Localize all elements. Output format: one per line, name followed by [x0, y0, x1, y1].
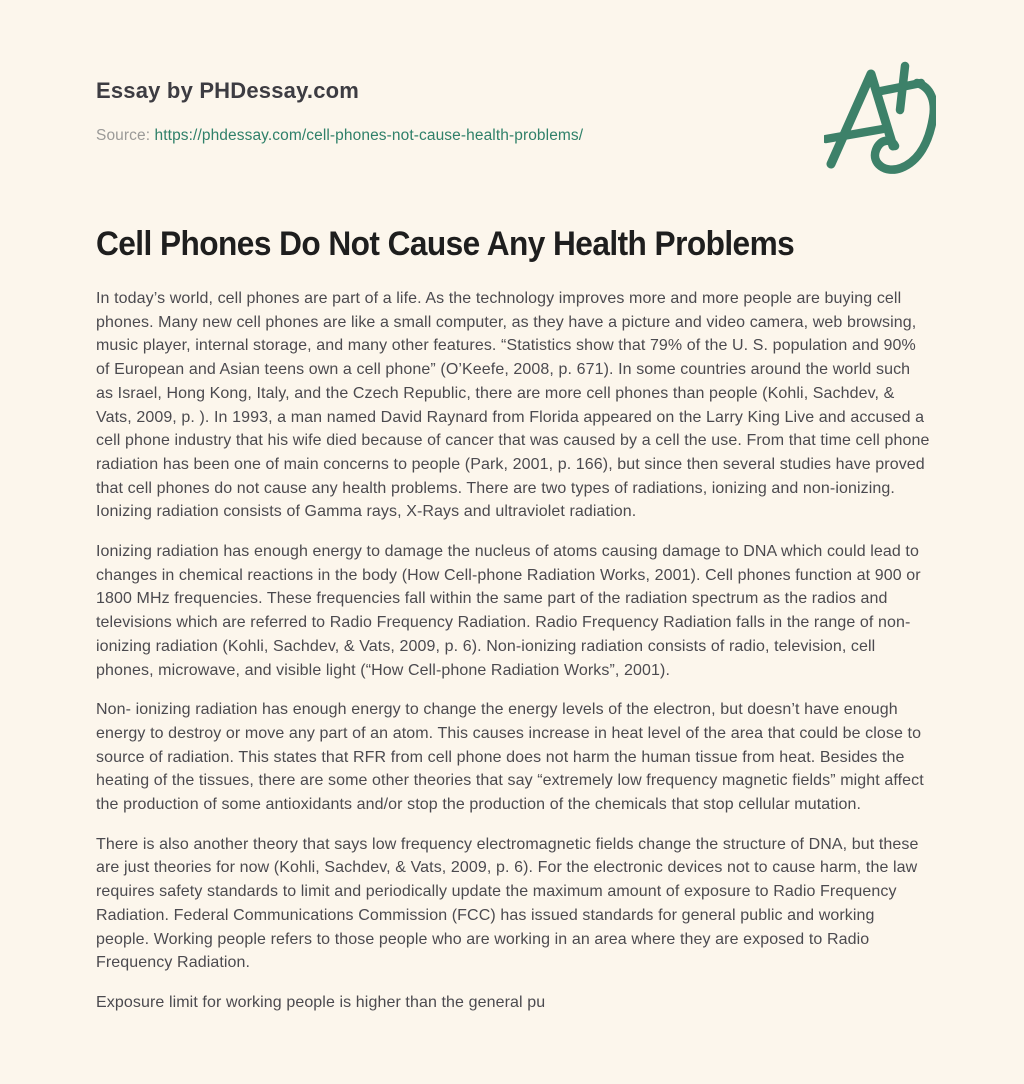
essay-paragraph: There is also another theory that says low frequency electromagnetic fields change the structure of DNA, but these are just theories for now (Kohli, Sachdev, & Vats, 2009, p. 6). For the electronic devices not to cause harm, the law requires safety standards to limit and periodically update the maximum amount of exposure to Radio Frequency Radiation. Federal Communications Commission (FCC) has issued standards for general public and working people. Working people refers to those people who are working in an area where they are exposed to Radio Frequency Radiation. — [96, 835, 919, 972]
byline-text: Essay by PHDessay.com — [96, 78, 360, 103]
essay-paragraph: In today’s world, cell phones are part of a life. As the technology improves more and more people are buying cell phones. Many new cell phones are like a small computer, as they have a picture and video camera, web browsing, music player, internal storage, and many other features. “Statistics show that 79% of the U. S. population and 90% of European and Asian teens own a cell phone” (O’Keefe, 2008, p. 671). In some countries around the world such as Israel, Hong Kong, Italy, and the Czech Republic, there are more cell phones than people (Kohli, Sachdev, & Vats, 2009, p. ). In 1993, a man named David Raynard from Florida appeared on the Larry King Live and accused a cell phone industry that his wife died because of cancer that was caused by a cell the use. From that time cell phone radiation has been one of main concerns to people (Park, 2001, p. 166), but since then several studies have proved that cell phones do not cause any health problems. There are two types of radiations, ionizing and non-ionizing. Ionizing radiation consists of Gamma rays, X-Rays and ultraviolet radiation. — [96, 290, 930, 521]
essay-title: Cell Phones Do Not Cause Any Health Problems — [96, 225, 795, 263]
essay-content — [96, 0, 930, 1031]
essay-body — [96, 287, 930, 1015]
source-row — [96, 127, 930, 145]
source-label: Source: — [96, 127, 151, 144]
essay-paragraph: Exposure limit for working people is higher than the general pu — [96, 993, 546, 1011]
essay-paragraph: Ionizing radiation has enough energy to damage the nucleus of atoms causing damage to DNA which could lead to changes in chemical reactions in the body (How Cell-phone Radiation Works, 2001). Cell phones function at 900 or 1800 MHz frequencies. These frequencies fall within the same part of the radiation spectrum as the radios and televisions which are referred to Radio Frequency Radiation. Radio Frequency Radiation falls in the range of non-ionizing radiation (Kohli, Sachdev, & Vats, 2009, p. 6). Non-ionizing radiation consists of radio, television, cell phones, microwave, and visible light (“How Cell-phone Radiation Works”, 2001). — [96, 543, 921, 679]
essay-paragraph: Non- ionizing radiation has enough energy to change the energy levels of the electron, but doesn’t have enough energy to destroy or move any part of an atom. This causes increase in heat level of the area that could be close to source of radiation. This states that RFR from cell phone does not harm the human tissue from heat. Besides the heating of the tissues, there are some other theories that say “extremely low frequency magnetic fields” might affect the production of some antioxidants and/or stop the production of the chemicals that stop cellular mutation. — [96, 701, 924, 814]
source-link[interactable]: https://phdessay.com/cell-phones-not-cause-health-problems/ — [154, 127, 584, 144]
